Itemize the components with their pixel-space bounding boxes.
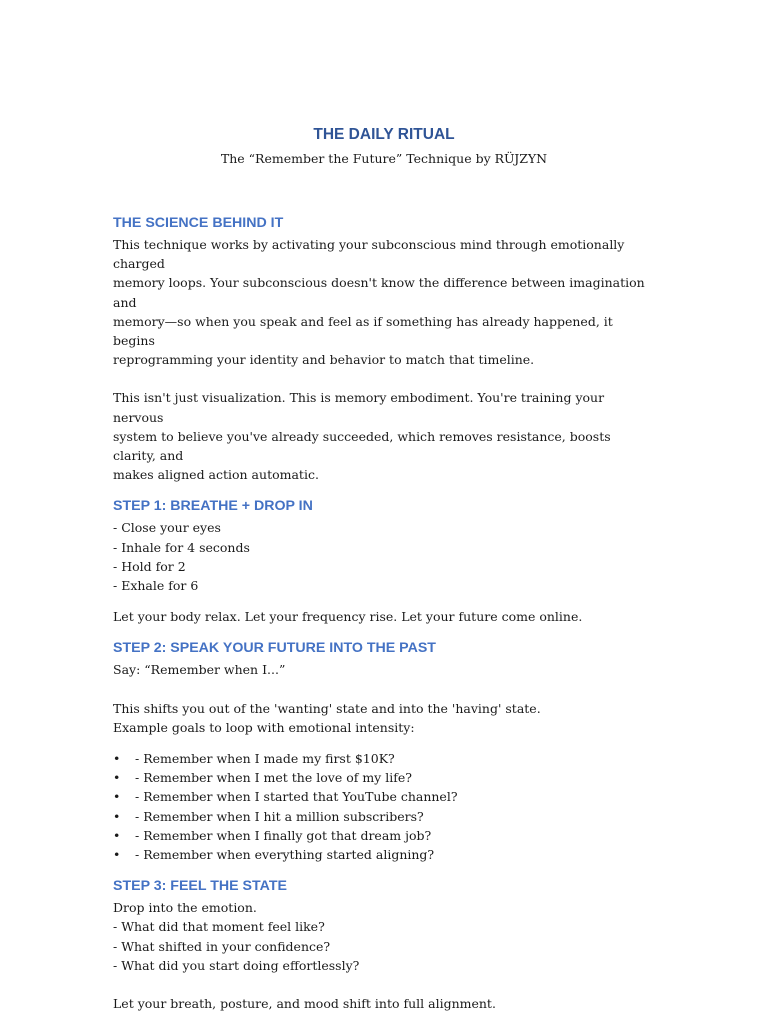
document-body [113, 213, 653, 1013]
list-item [113, 768, 653, 787]
text-line: This shifts you out of the 'wanting' state and into the 'having' state. [113, 700, 541, 716]
step-3-closing: Let your breath, posture, and mood shift into full alignment. [113, 996, 496, 1012]
text-line: - What did you start doing effortlessly? [113, 957, 360, 973]
bullet-icon: • [113, 827, 121, 843]
text-line: - What shifted in your confidence? [113, 938, 331, 954]
step-1-closing: Let your body relax. Let your frequency rise. Let your future come online. [113, 609, 583, 625]
list-item-text: - Remember when everything started aligning? [135, 847, 435, 863]
section-heading-step-3: STEP 3: FEEL THE STATE [113, 878, 287, 895]
list-item [113, 845, 653, 864]
list-item [113, 826, 653, 845]
text-line: makes aligned action automatic. [113, 467, 319, 483]
section-heading-step-1: STEP 1: BREATHE + DROP IN [113, 498, 313, 515]
list-item-text: - Remember when I made my first $10K? [135, 751, 395, 767]
document-subtitle: The “Remember the Future” Technique by RÜJZYN [220, 151, 548, 166]
text-line: - Close your eyes [113, 520, 221, 536]
science-paragraph-2 [113, 388, 653, 484]
text-line: memory loops. Your subconscious doesn't know the difference between imagination and [113, 275, 645, 310]
text-line: - Hold for 2 [113, 558, 186, 574]
text-line: This technique works by activating your subconscious mind through emotionally charged [113, 237, 625, 272]
text-line: - What did that moment feel like? [113, 919, 325, 935]
list-item-text: - Remember when I met the love of my life? [135, 770, 412, 786]
bullet-icon: • [113, 808, 121, 824]
text-line: memory—so when you speak and feel as if something has already happened, it begins [113, 313, 613, 349]
bullet-icon: • [113, 789, 121, 805]
step-1-instructions [113, 518, 653, 595]
list-item [113, 787, 653, 806]
document-title: THE DAILY RITUAL [313, 126, 455, 143]
goal-list [113, 749, 653, 864]
text-line: - Exhale for 6 [113, 578, 199, 594]
text-line: This isn't just visualization. This is memory embodiment. You're training your nervous [113, 390, 605, 425]
science-paragraph-1 [113, 235, 653, 369]
text-line: system to believe you've already succeeded, which removes resistance, boosts clarity, and [113, 428, 611, 464]
section-heading-step-2: STEP 2: SPEAK YOUR FUTURE INTO THE PAST [113, 640, 436, 657]
text-line: Example goals to loop with emotional intensity: [113, 719, 415, 735]
list-item [113, 807, 653, 826]
bullet-icon: • [113, 751, 121, 767]
list-item [113, 749, 653, 768]
section-heading-science: THE SCIENCE BEHIND IT [113, 215, 284, 231]
text-line: - Inhale for 4 seconds [113, 539, 250, 555]
step-3-prompts [113, 898, 653, 975]
text-line: Drop into the emotion. [113, 900, 257, 916]
text-line: reprogramming your identity and behavior to match that timeline. [113, 352, 535, 368]
list-item-text: - Remember when I finally got that dream job? [135, 827, 432, 843]
step-2-say: Say: “Remember when I...” [113, 662, 286, 678]
step-2-explanation [113, 699, 653, 737]
bullet-icon: • [113, 847, 121, 863]
list-item-text: - Remember when I started that YouTube channel? [135, 789, 458, 805]
list-item-text: - Remember when I hit a million subscribers? [135, 808, 424, 824]
bullet-icon: • [113, 770, 121, 786]
